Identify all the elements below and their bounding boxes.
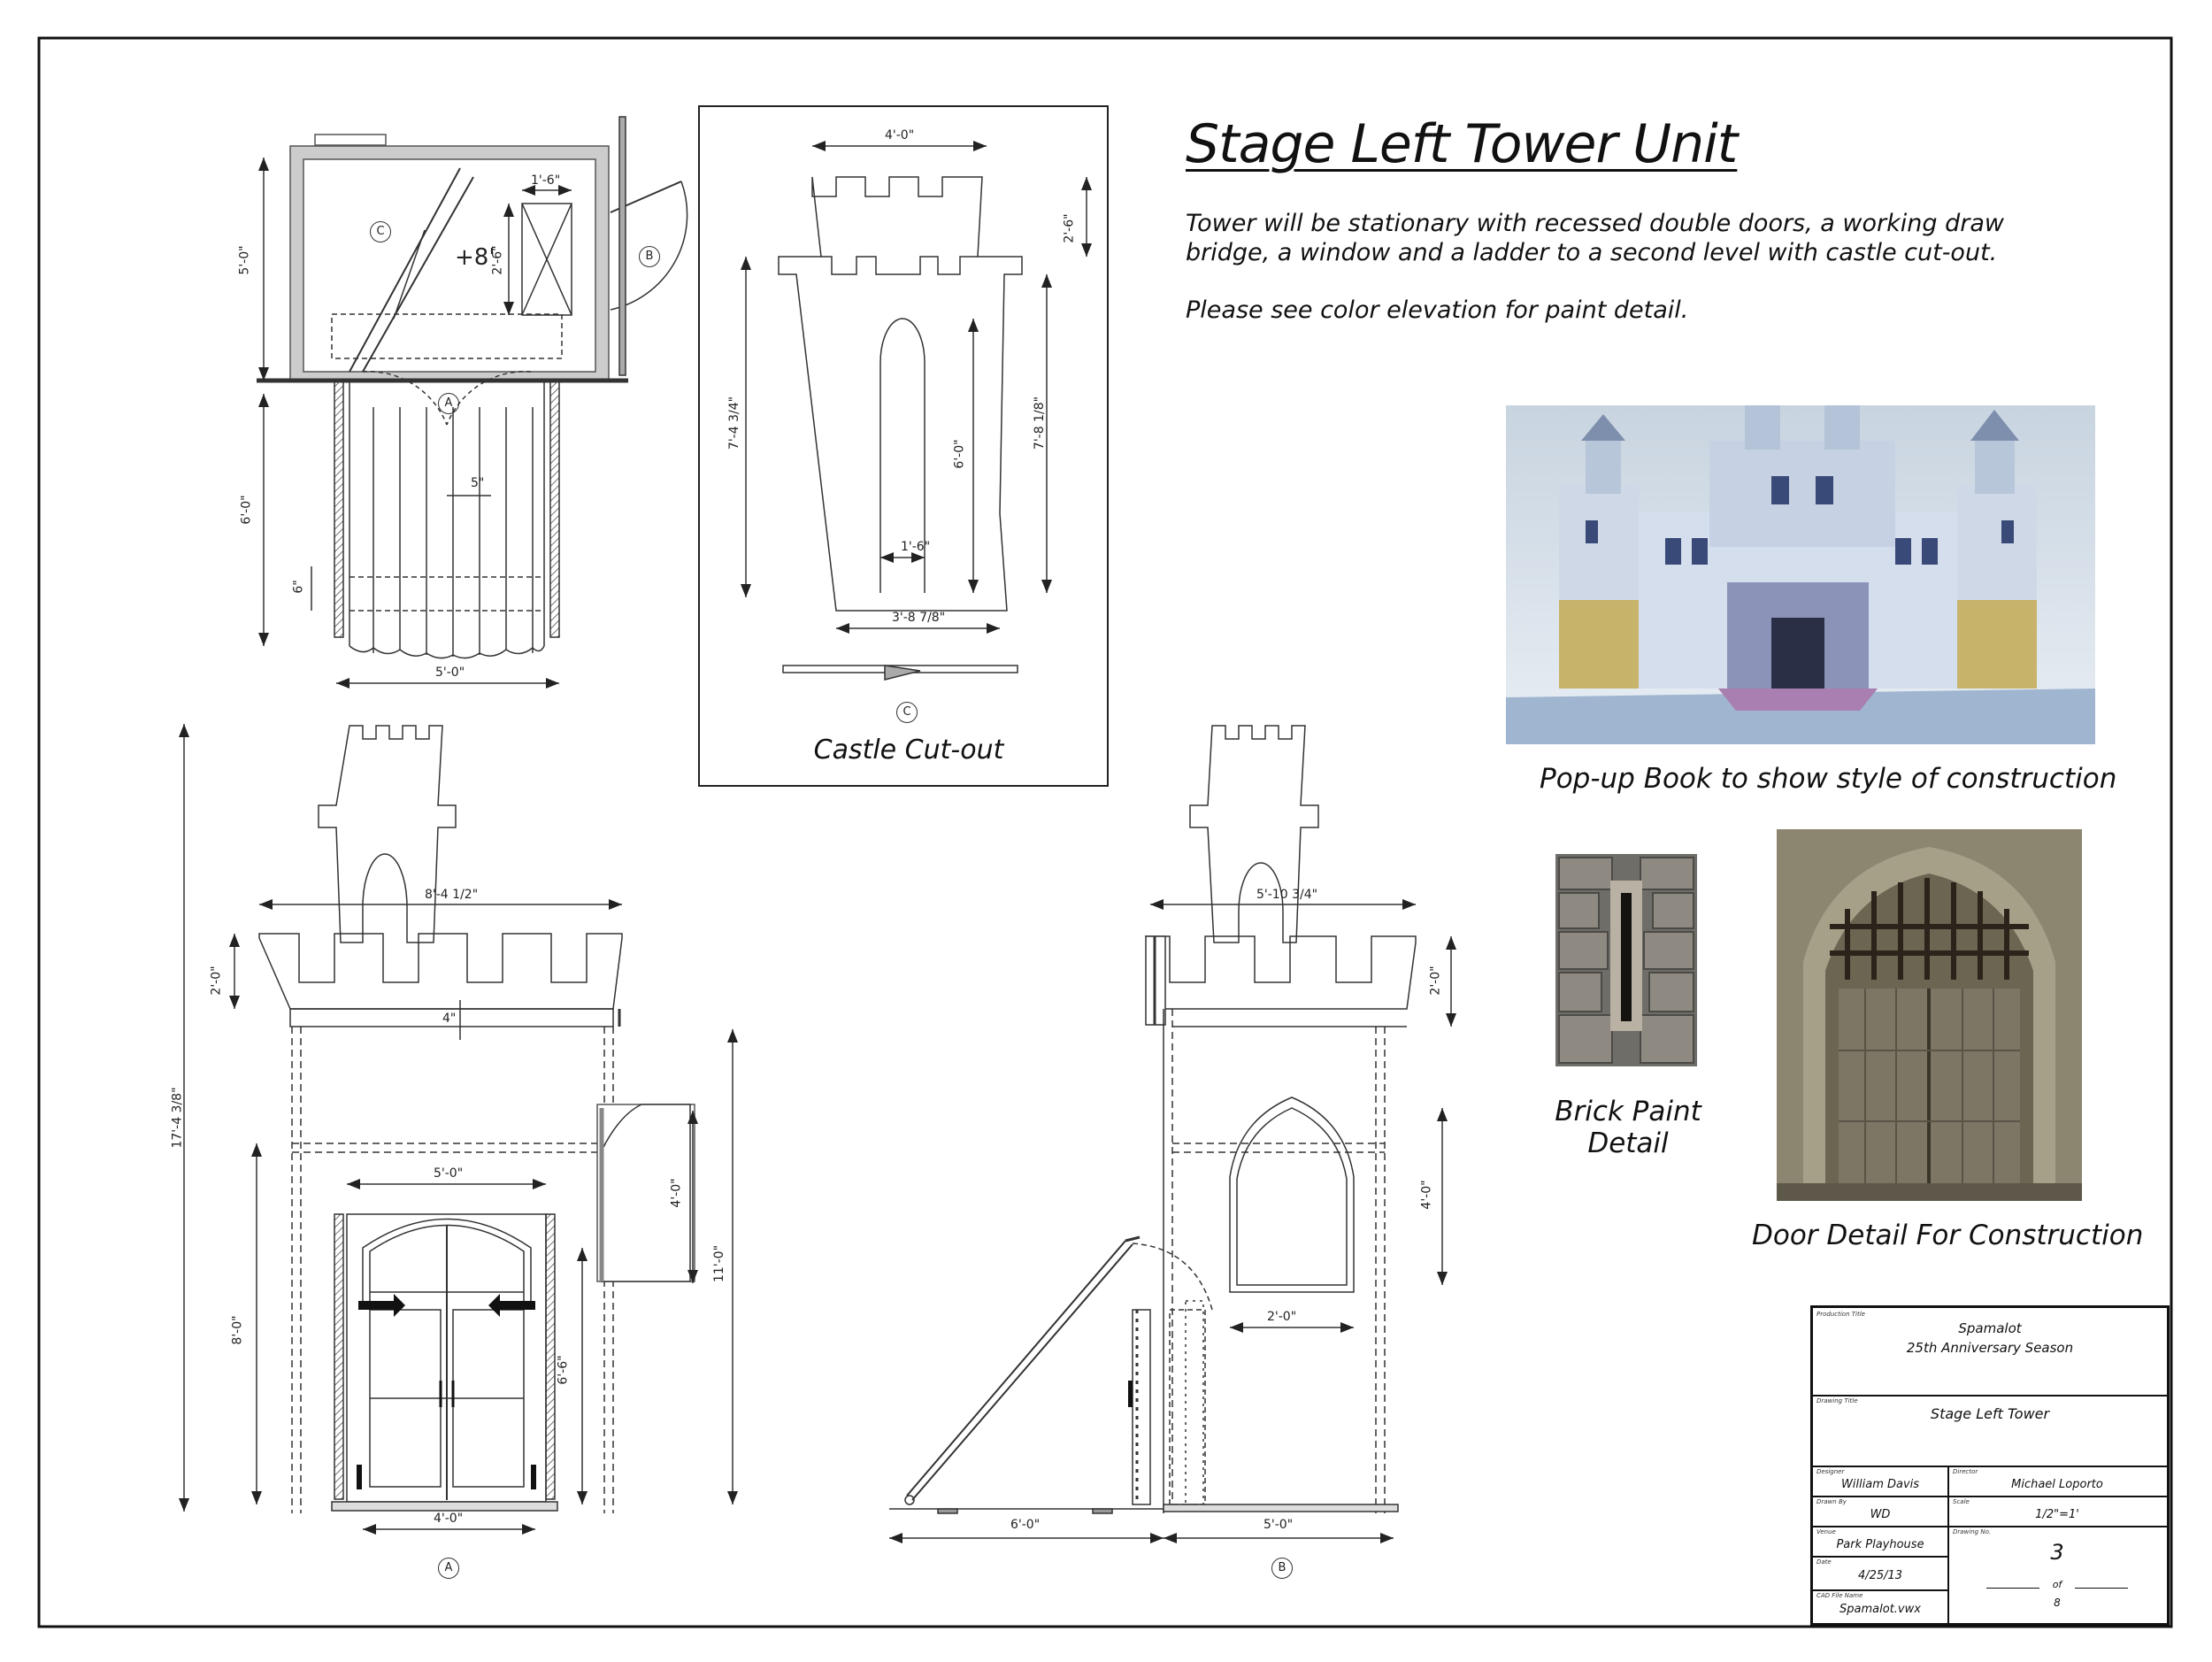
tb-drawingno-label: Drawing No. — [1953, 1528, 1992, 1535]
title-block — [1810, 1305, 2170, 1626]
elev-a-battlement-height-dim: 2'-0" — [209, 966, 224, 996]
cutout-top-height-dim: 2'-6" — [1062, 213, 1077, 243]
cutout-arch-height-dim: 6'-0" — [952, 439, 967, 469]
cutout-left-height-dim: 7'-4 3/4" — [727, 396, 742, 450]
elev-b-base-width-dim: 5'-0" — [1263, 1518, 1294, 1532]
elev-a-door-base-height-dim: 8'-0" — [230, 1315, 245, 1345]
brick-photo — [1555, 854, 1697, 1066]
plan-door-height-dim: 2'-6" — [490, 245, 505, 275]
plan-door-width-dim: 1'-6" — [531, 173, 561, 188]
elev-a-wall-height-dim: 11'-0" — [712, 1244, 727, 1283]
elev-b-window-width-dim: 2'-0" — [1267, 1310, 1297, 1324]
plan-ramp-length-dim: 6'-0" — [239, 495, 254, 525]
elev-a-label: A — [438, 1558, 459, 1579]
caption-brick-paint: Brick Paint Detail — [1555, 1096, 1701, 1159]
tb-director-label: Director — [1953, 1468, 1978, 1475]
cutout-label-c: C — [896, 702, 918, 723]
description-line-2: Please see color elevation for paint detail. — [1186, 296, 1689, 324]
plan-slat-gap-dim: 5" — [471, 476, 485, 490]
plan-width-dim: 5'-0" — [435, 666, 465, 680]
tb-date-label: Date — [1816, 1558, 1832, 1566]
tb-drawnby: WD — [1870, 1508, 1891, 1521]
tb-scale: 1/2"=1' — [2035, 1508, 2079, 1521]
plan-label-a: A — [438, 393, 459, 414]
tb-date: 4/25/13 — [1857, 1569, 1903, 1582]
tb-production-label: Production Title — [1816, 1311, 1865, 1318]
tb-venue: Park Playhouse — [1836, 1538, 1924, 1551]
tb-total-sheets: 8 — [2054, 1597, 2061, 1609]
plan-label-b: B — [639, 246, 660, 267]
portcullis-photo — [1777, 829, 2082, 1201]
plan-label-c: C — [370, 221, 391, 242]
description — [1186, 209, 2070, 353]
plan-view — [257, 117, 687, 683]
elev-b-label: B — [1271, 1558, 1293, 1579]
elev-a-door-width-dim: 5'-0" — [434, 1166, 464, 1181]
tb-venue-label: Venue — [1816, 1528, 1836, 1535]
tb-scale-label: Scale — [1953, 1498, 1970, 1505]
tb-season: 25th Anniversary Season — [1906, 1340, 2074, 1356]
elev-a-base-width-dim: 4'-0" — [434, 1512, 464, 1526]
elev-a-battlement-width-dim: 8'-4 1/2" — [425, 888, 479, 902]
tb-drawing-no: 3 — [2050, 1540, 2064, 1565]
castle-photo — [1506, 405, 2095, 744]
elev-b-bridge-length-dim: 6'-0" — [1010, 1518, 1041, 1532]
elevation-b — [889, 726, 1451, 1538]
elev-a-door-height-dim: 6'-6" — [556, 1355, 571, 1385]
tb-cad-file: Spamalot.vwx — [1839, 1603, 1921, 1616]
elevation-a — [184, 724, 733, 1529]
tb-drawing-label: Drawing Title — [1816, 1397, 1858, 1404]
plan-platform-height: +8' — [455, 244, 495, 271]
door-arrow-icon — [358, 1294, 405, 1317]
caption-door-detail: Door Detail For Construction — [1752, 1220, 2144, 1251]
page-title: Stage Left Tower Unit — [1186, 113, 1738, 175]
cutout-base-width-dim: 3'-8 7/8" — [892, 611, 946, 625]
elev-b-window-height-dim: 4'-0" — [1419, 1180, 1434, 1210]
elev-a-total-height-dim: 17'-4 3/8" — [170, 1087, 185, 1149]
tb-drawnby-label: Drawn By — [1816, 1498, 1847, 1505]
tb-cad-label: CAD File Name — [1816, 1592, 1863, 1599]
tb-designer: William Davis — [1840, 1478, 1920, 1491]
plan-depth-dim: 5'-0" — [237, 245, 252, 275]
plan-rail-gap-dim: 6" — [291, 580, 306, 594]
elev-a-ledge-dim: 4" — [442, 1012, 457, 1026]
elev-a-window-height-dim: 4'-0" — [669, 1178, 684, 1208]
cutout-arch-width-dim: 1'-6" — [901, 540, 931, 554]
tb-of-label: of — [2052, 1579, 2062, 1590]
tb-director: Michael Loporto — [2011, 1478, 2103, 1491]
cutout-right-height-dim: 7'-8 1/8" — [1033, 396, 1048, 450]
tb-drawing-title: Stage Left Tower — [1930, 1405, 2050, 1422]
description-line-1: Tower will be stationary with recessed double doors, a working draw bridge, a window and a ladder to a second level with castle cut-out. — [1186, 210, 2004, 266]
elev-b-battlement-height-dim: 2'-0" — [1428, 966, 1443, 996]
elev-b-battlement-width-dim: 5'-10 3/4" — [1256, 888, 1318, 902]
tb-designer-label: Designer — [1816, 1468, 1845, 1475]
tb-production-title: Spamalot — [1958, 1320, 2022, 1336]
caption-castle-cutout: Castle Cut-out — [813, 735, 1004, 766]
cutout-top-width-dim: 4'-0" — [885, 128, 915, 142]
caption-popup-book: Pop-up Book to show style of construction — [1540, 763, 2117, 795]
